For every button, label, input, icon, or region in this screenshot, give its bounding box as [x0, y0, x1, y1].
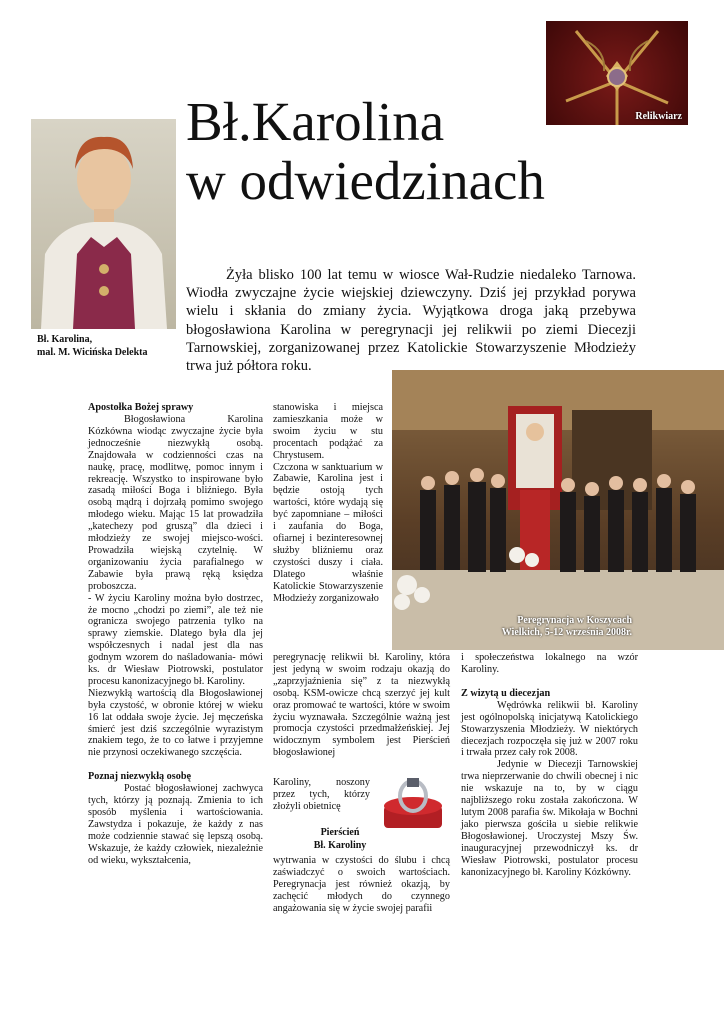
- group-photo-caption: [502, 615, 632, 639]
- col2-paragraph-2: Czczona w sanktuarium w Zabawie, Karolina jest i będzie ostoją tych wartości, które wydają się być zapomniane – miłości i zaufania do Boga, ofiarnej i bezinteresownej służby bliźniemu oraz czystości duszy i ciała. Dlatego właśnie Katolickie Stowarzyszenie Młodzieży zorganizowało: [273, 461, 383, 604]
- col2-paragraph-3: peregrynację relikwii bł. Karoliny, która jest jedyną w swoim rodzaju okazją do „zaprzyjaźnienia się” z ta niezwykłą osobą. KSM-owicze chcą szerzyć jej kult oraz promować te wartości, które w swoim życiu wyznawała. Szczególnie ważną jest promocja czystości przedmałżeńskiej. Jej widocznym symbolem jest Pierścień błogosławionej: [273, 652, 450, 759]
- column-2-top: [273, 402, 383, 604]
- col1-paragraph-1: Błogosławiona Karolina Kózkówna wiodąc zwyczajne życie była jednocześnie niezwykłą osobą. Znajdowała w codzienności czas na naukę, pracę, modlitwę, pomoc innym i rekreację. Wszystko to inspirowane było zasadą miłości Boga i bliźniego. Była osobą mądrą i dojrzałą pomimo swojego młodego wieku. Mając 15 lat prowadziła „katechezy pod gruszą” dla dzieci i młodzieży ze swojej miejsco-wości. Prowadziła wiejską czytelnię. W organizowaniu życia parafialnego w Zabawie była prawą ręką księdza proboszcza.: [88, 414, 263, 592]
- group-caption-line-1: Peregrynacja w Koszycach: [517, 615, 632, 626]
- col2-paragraph-4: Karoliny, noszony przez tych, którzy złożyli obietnicę: [273, 777, 370, 812]
- title-line-1: Bł.Karolina: [186, 91, 445, 152]
- reliquary-image: [546, 21, 688, 125]
- col3-paragraph-3: Jedynie w Diecezji Tarnowskiej trwa nieprzerwanie do chwili obecnej i nic nie wskazuje na to, by w ciągu najbliższego roku została zakończona. W lutym 2008 parafia św. Mikołaja w Bochni jako pierwsza gościła u siebie relikwie Błogosławionej. Uroczystej Mszy Św. inauguracyjnej przewodniczył ks. dr Wiesław Piotrowski, postulator procesu kanonizacyjnego bł. Karoliny Kózkówny.: [461, 759, 638, 878]
- portrait-image: [31, 119, 176, 329]
- ring-image: [380, 774, 446, 832]
- lead-paragraph: Żyła blisko 100 lat temu w wiosce Wał-Rudzie niedaleko Tarnowa. Wiodła zwyczajne życie wiejskiej dziewczyny. Dziś jej przykład porywa wielu i skłania do zmiany życia. Wyjątkowa droga jaką przebywa błogosławiona Karolina w peregrynacji jej relikwii po ziemi Diecezji Tarnowskiej, zorganizowanej przez Katolickie Stowarzyszenie Młodzieży trwa już półtora roku.: [186, 267, 636, 375]
- ring-caption: [295, 826, 385, 852]
- portrait-caption-line-1: Bł. Karolina,: [37, 334, 93, 345]
- group-photo-illustration: [392, 370, 724, 650]
- ring-illustration: [380, 774, 446, 832]
- portrait-caption-line-2: mal. M. Wicińska Delekta: [37, 347, 148, 358]
- col1-paragraph-2: - W życiu Karoliny można było dostrzec, że mocno „chodzi po ziemi”, ale też nie ogranicza swojego patrzenia tylko na sprawy ziemskie. Dlatego była dla jej współczesnych i nadal jest dla nas godnym wzorem do naśladowania- mówi ks. dr Wiesław Piotrowski, postulator procesu kanonizacyjnego bł. Karoliny.: [88, 592, 263, 687]
- group-photo: [392, 370, 724, 650]
- heading-z-wizyta: Z wizytą u diecezjan: [461, 687, 551, 699]
- column-1: [88, 402, 263, 867]
- col1-paragraph-4: Postać błogosławionej zachwyca tych, którzy ją poznają. Zmienia to ich sposób myślenia i wartościowania. Zawstydza i pokazuje, że każdy z nas może codziennie stawać się lepszą osobą. Wskazuje, że każdy człowiek, niezależnie od wieku, wykształcenia,: [88, 783, 263, 866]
- portrait-caption: [37, 333, 177, 359]
- title-line-2: w odwiedzinach: [186, 150, 545, 211]
- ring-caption-line-2: Bł. Karoliny: [313, 840, 367, 851]
- ring-caption-line-1: Pierścień: [320, 827, 360, 838]
- reliquary-illustration: [546, 21, 688, 125]
- portrait-illustration: [31, 119, 176, 329]
- reliquary-caption: Relikwiarz: [635, 111, 682, 122]
- col1-paragraph-3: Niezwykłą wartością dla Błogosławionej była czystość, w obronie której w wieku 16 lat oddała swoje życie. Jej męczeńska śmierć jest dziś szczególnie wyrazistym znakiem tego, że to co łatwe i przyjemne nie przynosi oczekiwanego szczęścia.: [88, 687, 263, 759]
- col2-paragraph-1: stanowiska i miejsca zamieszkania może w swoim życiu w stu procentach podążać za Chrystusem.: [273, 402, 383, 461]
- column-2-bottom: [273, 855, 450, 915]
- col3-paragraph-2: Wędrówka relikwii bł. Karoliny jest ogólnopolską inicjatywą Katolickiego Stowarzyszenia Młodzieży. W niektórych diecezjach rozpoczęła się już w 2007 roku i trwała przez cały rok 2008.: [461, 699, 638, 759]
- col2-paragraph-5: wytrwania w czystości do ślubu i chcą zaświadczyć o swoich wartościach. Peregrynacja jest również okazją, by zachęcić młodych do czynnego angażowania się w życie swojej parafii: [273, 855, 450, 914]
- heading-poznaj: Poznaj niezwykłą osobę: [88, 771, 192, 783]
- group-caption-line-2: Wielkich, 5-12 września 2008r.: [501, 627, 632, 638]
- article-title: [186, 92, 545, 210]
- heading-apostolka: Apostołka Bożej sprawy: [88, 402, 194, 413]
- column-2-mid: [273, 652, 450, 759]
- column-3: [461, 652, 638, 878]
- col3-paragraph-1: i społeczeństwa lokalnego na wzór Karoliny.: [461, 652, 638, 675]
- column-2-ring-text: [273, 777, 370, 813]
